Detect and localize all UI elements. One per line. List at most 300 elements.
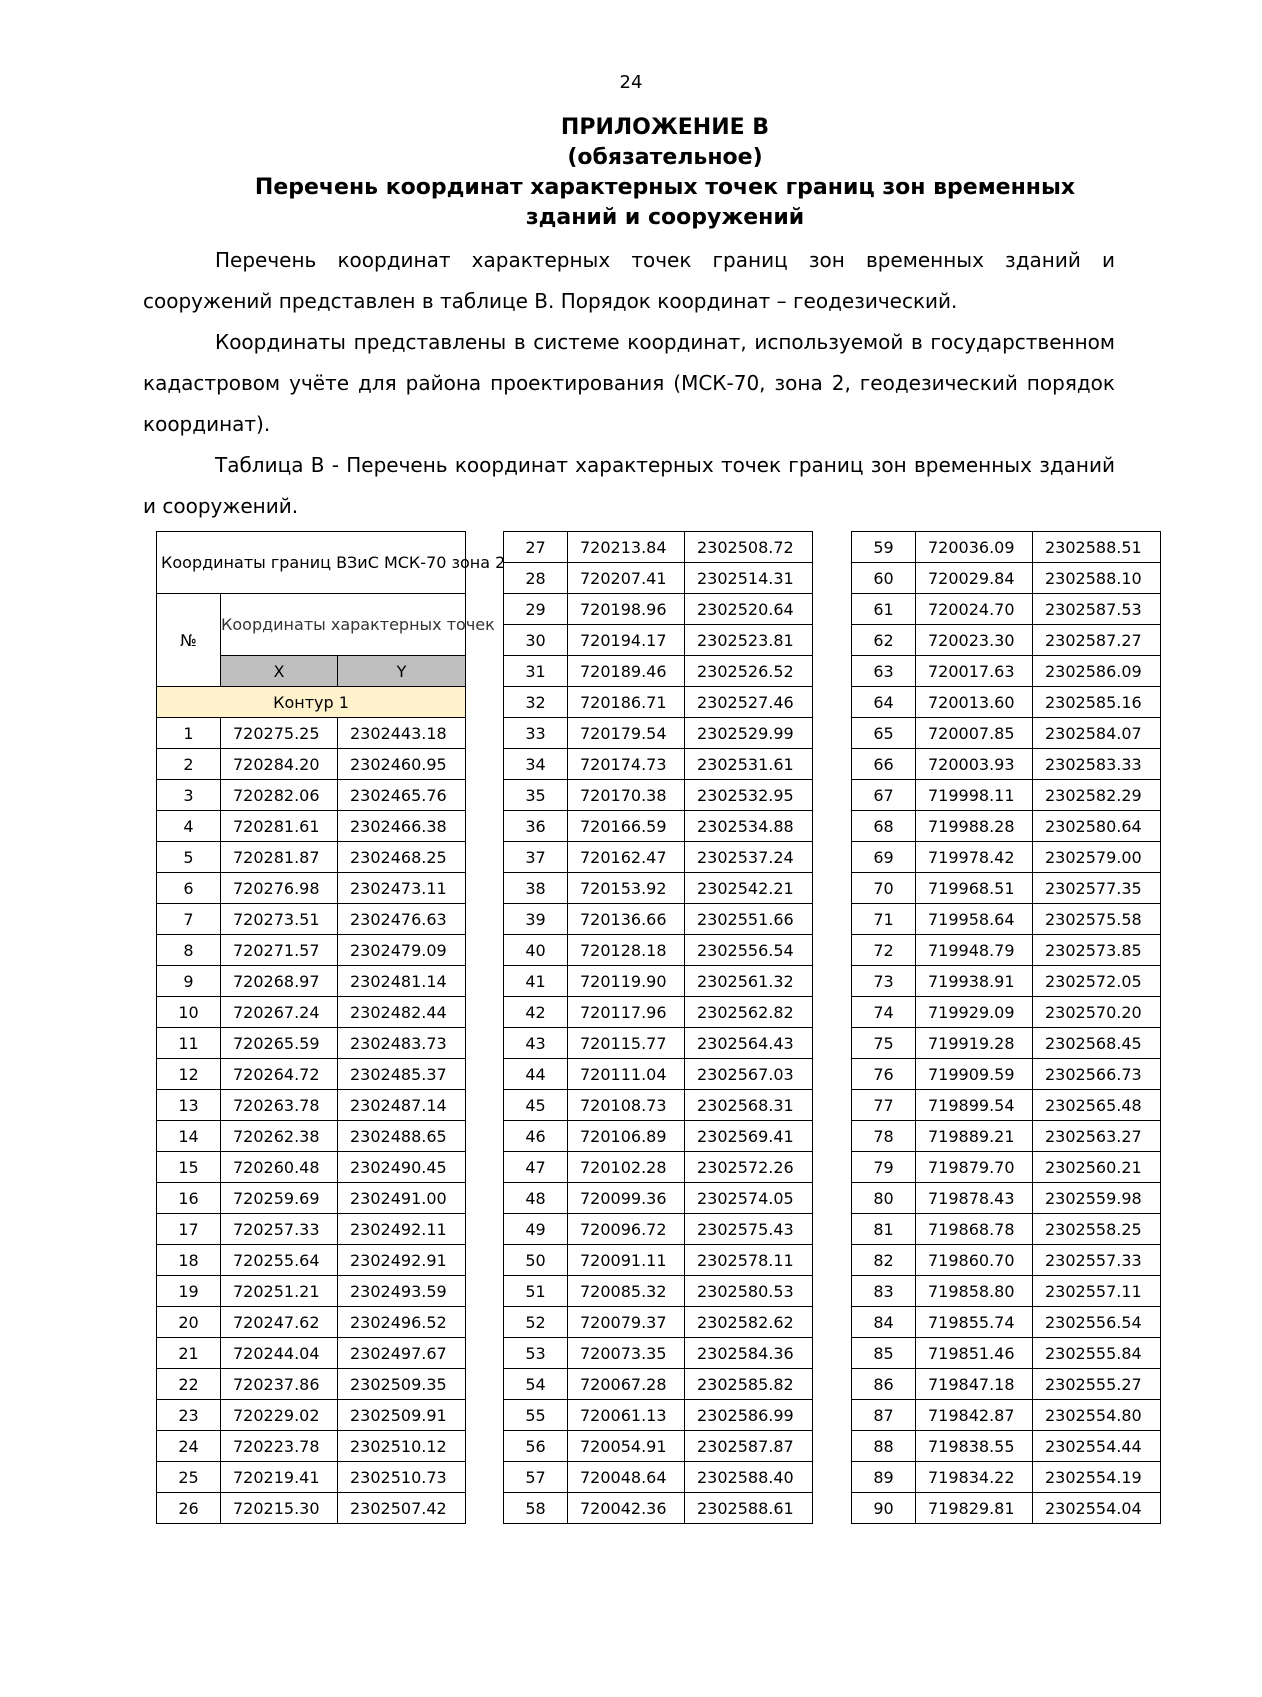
- coordinate-y: 2302588.51: [1033, 532, 1161, 563]
- coordinate-x: 720198.96: [568, 594, 685, 625]
- coordinate-x: 720017.63: [916, 656, 1033, 687]
- coordinate-x: 720179.54: [568, 718, 685, 749]
- point-number: 76: [852, 1059, 916, 1090]
- point-number: 37: [504, 842, 568, 873]
- point-number: 50: [504, 1245, 568, 1276]
- table-row: [504, 935, 813, 966]
- coordinate-x: 720073.35: [568, 1338, 685, 1369]
- coordinate-x: 720085.32: [568, 1276, 685, 1307]
- coordinate-y: 2302507.42: [338, 1493, 466, 1524]
- coordinate-x: 720186.71: [568, 687, 685, 718]
- coordinate-y: 2302551.66: [685, 904, 813, 935]
- point-number: 19: [157, 1276, 221, 1307]
- coordinate-x: 720061.13: [568, 1400, 685, 1431]
- coordinate-y: 2302460.95: [338, 749, 466, 780]
- table-row: [852, 749, 1161, 780]
- coordinate-y: 2302532.95: [685, 780, 813, 811]
- point-number: 74: [852, 997, 916, 1028]
- coordinate-x: 720271.57: [221, 935, 338, 966]
- table-caption: Таблица В - Перечень координат характерных точек границ зон временных зданий и сооружений.: [143, 453, 1115, 518]
- point-number: 22: [157, 1369, 221, 1400]
- table-title: Координаты границ ВЗиС МСК-70 зона 2: [157, 532, 466, 594]
- table-row: [504, 749, 813, 780]
- point-number: 14: [157, 1121, 221, 1152]
- table-row: [504, 1121, 813, 1152]
- table-row: [852, 1307, 1161, 1338]
- point-number: 86: [852, 1369, 916, 1400]
- table-row: [504, 1214, 813, 1245]
- coordinate-x: 719968.51: [916, 873, 1033, 904]
- point-number: 70: [852, 873, 916, 904]
- coordinate-x: 719948.79: [916, 935, 1033, 966]
- coordinate-y: 2302556.54: [1033, 1307, 1161, 1338]
- coordinate-x: 720213.84: [568, 532, 685, 563]
- coordinate-x: 720276.98: [221, 873, 338, 904]
- coordinate-x: 719860.70: [916, 1245, 1033, 1276]
- coordinate-y: 2302492.11: [338, 1214, 466, 1245]
- contour-row: [157, 687, 466, 718]
- table-row: [157, 1462, 466, 1493]
- table-row: [504, 842, 813, 873]
- point-number: 60: [852, 563, 916, 594]
- coordinate-y: 2302476.63: [338, 904, 466, 935]
- coordinate-y: 2302572.05: [1033, 966, 1161, 997]
- point-number: 13: [157, 1090, 221, 1121]
- coordinate-x: 720117.96: [568, 997, 685, 1028]
- point-number: 61: [852, 594, 916, 625]
- coordinate-x: 719868.78: [916, 1214, 1033, 1245]
- appendix-title: ПРИЛОЖЕНИЕ В: [560, 115, 770, 140]
- coordinate-x: 720170.38: [568, 780, 685, 811]
- coordinate-x: 720263.78: [221, 1090, 338, 1121]
- table-row: [504, 1338, 813, 1369]
- coordinate-y: 2302497.67: [338, 1338, 466, 1369]
- point-number: 26: [157, 1493, 221, 1524]
- table-row: [504, 873, 813, 904]
- table-row: [157, 1121, 466, 1152]
- coordinate-y: 2302568.31: [685, 1090, 813, 1121]
- point-number: 27: [504, 532, 568, 563]
- table-row: [504, 1307, 813, 1338]
- coordinate-y: 2302496.52: [338, 1307, 466, 1338]
- point-number: 85: [852, 1338, 916, 1369]
- coordinate-y: 2302443.18: [338, 718, 466, 749]
- table-row: [504, 966, 813, 997]
- point-number: 67: [852, 780, 916, 811]
- coordinate-y: 2302584.36: [685, 1338, 813, 1369]
- table-row: [157, 1214, 466, 1245]
- table-row: [157, 873, 466, 904]
- coordinate-y: 2302556.54: [685, 935, 813, 966]
- column-header-x: X: [221, 656, 338, 687]
- table-row: [852, 1214, 1161, 1245]
- coordinate-x: 720281.87: [221, 842, 338, 873]
- table-row: [852, 1183, 1161, 1214]
- coordinate-y: 2302563.27: [1033, 1121, 1161, 1152]
- table-row: [504, 1369, 813, 1400]
- table-row: [852, 1493, 1161, 1524]
- coordinate-y: 2302492.91: [338, 1245, 466, 1276]
- table-header-row: [157, 594, 466, 656]
- point-number: 58: [504, 1493, 568, 1524]
- coordinate-y: 2302509.35: [338, 1369, 466, 1400]
- point-number: 7: [157, 904, 221, 935]
- coordinate-x: 720119.90: [568, 966, 685, 997]
- table-row: [504, 656, 813, 687]
- table-row: [157, 718, 466, 749]
- coordinate-x: 720096.72: [568, 1214, 685, 1245]
- table-row: [504, 532, 813, 563]
- coordinate-y: 2302554.80: [1033, 1400, 1161, 1431]
- coordinate-y: 2302555.27: [1033, 1369, 1161, 1400]
- table-row: [504, 594, 813, 625]
- coordinate-x: 720281.61: [221, 811, 338, 842]
- coordinate-y: 2302527.46: [685, 687, 813, 718]
- table-row: [157, 966, 466, 997]
- coordinates-table-part-3: [851, 531, 1161, 1524]
- coordinate-x: 720223.78: [221, 1431, 338, 1462]
- point-number: 33: [504, 718, 568, 749]
- point-number: 90: [852, 1493, 916, 1524]
- coordinate-y: 2302587.53: [1033, 594, 1161, 625]
- point-number: 81: [852, 1214, 916, 1245]
- coordinate-x: 720257.33: [221, 1214, 338, 1245]
- coordinate-y: 2302559.98: [1033, 1183, 1161, 1214]
- table-row: [852, 625, 1161, 656]
- point-number: 46: [504, 1121, 568, 1152]
- table-row: [157, 1152, 466, 1183]
- coordinate-y: 2302574.05: [685, 1183, 813, 1214]
- coordinate-x: 720237.86: [221, 1369, 338, 1400]
- coordinate-y: 2302537.24: [685, 842, 813, 873]
- coordinate-x: 719842.87: [916, 1400, 1033, 1431]
- point-number: 24: [157, 1431, 221, 1462]
- table-row: [852, 780, 1161, 811]
- table-row: [504, 1493, 813, 1524]
- point-number: 12: [157, 1059, 221, 1090]
- appendix-subject: Перечень координат характерных точек границ зон временных зданий и сооружений: [254, 175, 1076, 230]
- coordinate-x: 720282.06: [221, 780, 338, 811]
- table-row: [504, 687, 813, 718]
- point-number: 57: [504, 1462, 568, 1493]
- table-row: [157, 1338, 466, 1369]
- coordinate-y: 2302584.07: [1033, 718, 1161, 749]
- coordinate-y: 2302585.16: [1033, 687, 1161, 718]
- coordinate-y: 2302485.37: [338, 1059, 466, 1090]
- coordinate-y: 2302479.09: [338, 935, 466, 966]
- coordinate-x: 720079.37: [568, 1307, 685, 1338]
- coordinate-x: 720247.62: [221, 1307, 338, 1338]
- coordinate-y: 2302569.41: [685, 1121, 813, 1152]
- coordinate-y: 2302570.20: [1033, 997, 1161, 1028]
- table-row: [852, 873, 1161, 904]
- coordinate-y: 2302531.61: [685, 749, 813, 780]
- column-header-y: Y: [338, 656, 466, 687]
- point-number: 55: [504, 1400, 568, 1431]
- coordinate-x: 719998.11: [916, 780, 1033, 811]
- point-number: 83: [852, 1276, 916, 1307]
- coordinate-x: 720284.20: [221, 749, 338, 780]
- table-row: [852, 1276, 1161, 1307]
- point-number: 34: [504, 749, 568, 780]
- coordinate-y: 2302491.00: [338, 1183, 466, 1214]
- point-number: 31: [504, 656, 568, 687]
- table-row: [157, 935, 466, 966]
- table-row: [852, 1431, 1161, 1462]
- table-row: [852, 997, 1161, 1028]
- point-number: 3: [157, 780, 221, 811]
- point-number: 49: [504, 1214, 568, 1245]
- coordinate-y: 2302575.58: [1033, 904, 1161, 935]
- table-row: [852, 563, 1161, 594]
- point-number: 45: [504, 1090, 568, 1121]
- coordinate-y: 2302466.38: [338, 811, 466, 842]
- coordinate-y: 2302585.82: [685, 1369, 813, 1400]
- table-row: [157, 780, 466, 811]
- table-row: [852, 687, 1161, 718]
- coordinate-y: 2302526.52: [685, 656, 813, 687]
- coordinate-x: 720024.70: [916, 594, 1033, 625]
- table-row: [157, 997, 466, 1028]
- coordinate-x: 720042.36: [568, 1493, 685, 1524]
- point-number: 25: [157, 1462, 221, 1493]
- coordinate-x: 720099.36: [568, 1183, 685, 1214]
- table-row: [852, 1090, 1161, 1121]
- table-row: [852, 1462, 1161, 1493]
- appendix-status: (обязательное): [567, 145, 763, 170]
- point-number: 63: [852, 656, 916, 687]
- point-number: 15: [157, 1152, 221, 1183]
- coordinate-y: 2302554.19: [1033, 1462, 1161, 1493]
- table-row: [852, 1121, 1161, 1152]
- coordinate-y: 2302582.29: [1033, 780, 1161, 811]
- coordinate-x: 720264.72: [221, 1059, 338, 1090]
- table-row: [157, 1028, 466, 1059]
- coordinate-x: 719847.18: [916, 1369, 1033, 1400]
- coordinate-x: 720054.91: [568, 1431, 685, 1462]
- coordinate-x: 720268.97: [221, 966, 338, 997]
- point-number: 89: [852, 1462, 916, 1493]
- point-number: 72: [852, 935, 916, 966]
- coordinate-x: 720207.41: [568, 563, 685, 594]
- point-number: 29: [504, 594, 568, 625]
- point-number: 73: [852, 966, 916, 997]
- coordinate-x: 720067.28: [568, 1369, 685, 1400]
- point-number: 1: [157, 718, 221, 749]
- coordinate-x: 719855.74: [916, 1307, 1033, 1338]
- table-row: [504, 811, 813, 842]
- coordinate-y: 2302468.25: [338, 842, 466, 873]
- coordinate-x: 719899.54: [916, 1090, 1033, 1121]
- coordinate-x: 719889.21: [916, 1121, 1033, 1152]
- coordinate-x: 720251.21: [221, 1276, 338, 1307]
- point-number: 69: [852, 842, 916, 873]
- table-row: [157, 1245, 466, 1276]
- coordinate-x: 719978.42: [916, 842, 1033, 873]
- coordinate-x: 720108.73: [568, 1090, 685, 1121]
- table-row: [852, 1369, 1161, 1400]
- point-number: 51: [504, 1276, 568, 1307]
- table-row: [504, 1431, 813, 1462]
- table-row: [157, 904, 466, 935]
- coordinate-x: 720244.04: [221, 1338, 338, 1369]
- point-number: 11: [157, 1028, 221, 1059]
- appendix-heading: [230, 113, 1100, 233]
- coordinate-x: 720029.84: [916, 563, 1033, 594]
- point-number: 10: [157, 997, 221, 1028]
- table-row: [504, 563, 813, 594]
- coordinate-y: 2302482.44: [338, 997, 466, 1028]
- point-number: 5: [157, 842, 221, 873]
- coordinate-x: 720162.47: [568, 842, 685, 873]
- coordinate-x: 720229.02: [221, 1400, 338, 1431]
- contour-label: Контур 1: [157, 687, 466, 718]
- point-number: 52: [504, 1307, 568, 1338]
- coordinate-y: 2302555.84: [1033, 1338, 1161, 1369]
- coordinate-y: 2302588.40: [685, 1462, 813, 1493]
- coordinate-y: 2302583.33: [1033, 749, 1161, 780]
- point-number: 18: [157, 1245, 221, 1276]
- table-row: [504, 1090, 813, 1121]
- point-number: 2: [157, 749, 221, 780]
- coordinate-x: 720259.69: [221, 1183, 338, 1214]
- table-row: [157, 1276, 466, 1307]
- point-number: 66: [852, 749, 916, 780]
- coordinate-x: 720106.89: [568, 1121, 685, 1152]
- coordinate-y: 2302554.04: [1033, 1493, 1161, 1524]
- coordinate-y: 2302588.10: [1033, 563, 1161, 594]
- point-number: 87: [852, 1400, 916, 1431]
- coordinate-x: 719988.28: [916, 811, 1033, 842]
- table-row: [852, 904, 1161, 935]
- table-row: [504, 1152, 813, 1183]
- table-row: [852, 1059, 1161, 1090]
- table-row: [504, 1400, 813, 1431]
- point-number: 88: [852, 1431, 916, 1462]
- coordinate-x: 720267.24: [221, 997, 338, 1028]
- table-row: [504, 1462, 813, 1493]
- column-header-number: №: [157, 594, 221, 687]
- coordinate-y: 2302481.14: [338, 966, 466, 997]
- table-row: [852, 656, 1161, 687]
- table-row: [852, 1338, 1161, 1369]
- point-number: 64: [852, 687, 916, 718]
- point-number: 68: [852, 811, 916, 842]
- point-number: 21: [157, 1338, 221, 1369]
- point-number: 36: [504, 811, 568, 842]
- point-number: 4: [157, 811, 221, 842]
- coordinate-x: 719829.81: [916, 1493, 1033, 1524]
- table-row: [852, 966, 1161, 997]
- coordinate-x: 720153.92: [568, 873, 685, 904]
- coordinate-y: 2302578.11: [685, 1245, 813, 1276]
- coordinate-y: 2302508.72: [685, 532, 813, 563]
- point-number: 30: [504, 625, 568, 656]
- coordinate-y: 2302575.43: [685, 1214, 813, 1245]
- point-number: 79: [852, 1152, 916, 1183]
- coordinate-x: 720111.04: [568, 1059, 685, 1090]
- coordinate-x: 720262.38: [221, 1121, 338, 1152]
- coordinate-x: 720194.17: [568, 625, 685, 656]
- coordinate-y: 2302561.32: [685, 966, 813, 997]
- coordinate-y: 2302587.87: [685, 1431, 813, 1462]
- coordinate-x: 719851.46: [916, 1338, 1033, 1369]
- coordinate-y: 2302542.21: [685, 873, 813, 904]
- point-number: 6: [157, 873, 221, 904]
- coordinates-table-part-1: [156, 531, 506, 1524]
- table-row: [852, 532, 1161, 563]
- point-number: 44: [504, 1059, 568, 1090]
- coordinate-y: 2302580.53: [685, 1276, 813, 1307]
- coordinate-y: 2302523.81: [685, 625, 813, 656]
- point-number: 38: [504, 873, 568, 904]
- body-text: [143, 240, 1115, 527]
- point-number: 71: [852, 904, 916, 935]
- point-number: 48: [504, 1183, 568, 1214]
- point-number: 47: [504, 1152, 568, 1183]
- coordinate-x: 719929.09: [916, 997, 1033, 1028]
- paragraph: Координаты представлены в системе координат, используемой в государственном кадастровом учёте для района проектирования (МСК-70, зона 2, геодезический порядок координат).: [143, 330, 1115, 436]
- coordinate-x: 720215.30: [221, 1493, 338, 1524]
- table-row: [504, 625, 813, 656]
- coordinate-y: 2302564.43: [685, 1028, 813, 1059]
- coordinate-x: 720273.51: [221, 904, 338, 935]
- coordinate-y: 2302577.35: [1033, 873, 1161, 904]
- table-row: [504, 997, 813, 1028]
- coordinates-table-part-2: [503, 531, 813, 1524]
- point-number: 59: [852, 532, 916, 563]
- point-number: 20: [157, 1307, 221, 1338]
- coordinate-x: 720219.41: [221, 1462, 338, 1493]
- coordinate-y: 2302509.91: [338, 1400, 466, 1431]
- coordinate-y: 2302483.73: [338, 1028, 466, 1059]
- coordinate-x: 720102.28: [568, 1152, 685, 1183]
- point-number: 82: [852, 1245, 916, 1276]
- page-number: 24: [619, 72, 643, 93]
- table-row: [504, 1183, 813, 1214]
- coordinate-y: 2302562.82: [685, 997, 813, 1028]
- column-header-points: Координаты характерных точек: [221, 594, 466, 656]
- point-number: 54: [504, 1369, 568, 1400]
- table-row: [504, 718, 813, 749]
- coordinate-y: 2302573.85: [1033, 935, 1161, 966]
- coordinate-x: 719909.59: [916, 1059, 1033, 1090]
- coordinate-x: 720013.60: [916, 687, 1033, 718]
- point-number: 40: [504, 935, 568, 966]
- point-number: 77: [852, 1090, 916, 1121]
- point-number: 53: [504, 1338, 568, 1369]
- point-number: 23: [157, 1400, 221, 1431]
- point-number: 84: [852, 1307, 916, 1338]
- coordinate-x: 719938.91: [916, 966, 1033, 997]
- coordinate-y: 2302465.76: [338, 780, 466, 811]
- coordinate-x: 720048.64: [568, 1462, 685, 1493]
- coordinate-x: 720115.77: [568, 1028, 685, 1059]
- point-number: 35: [504, 780, 568, 811]
- table-row: [504, 780, 813, 811]
- point-number: 42: [504, 997, 568, 1028]
- table-row: [157, 1431, 466, 1462]
- coordinate-y: 2302566.73: [1033, 1059, 1161, 1090]
- point-number: 9: [157, 966, 221, 997]
- coordinate-x: 719834.22: [916, 1462, 1033, 1493]
- coordinate-x: 720189.46: [568, 656, 685, 687]
- coordinate-y: 2302488.65: [338, 1121, 466, 1152]
- point-number: 78: [852, 1121, 916, 1152]
- table-row: [504, 1245, 813, 1276]
- coordinate-x: 720136.66: [568, 904, 685, 935]
- table-row: [504, 1276, 813, 1307]
